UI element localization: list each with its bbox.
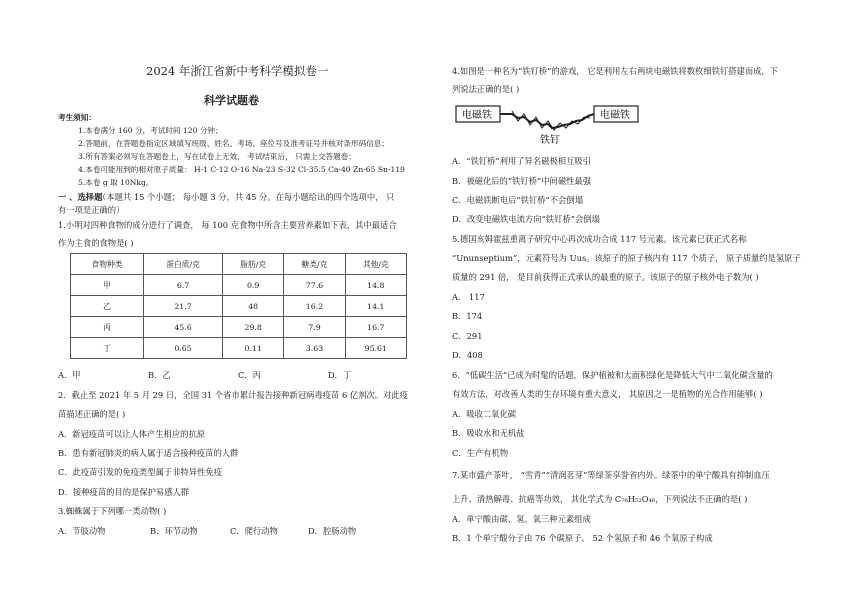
nail-label: 铁钉 (540, 135, 560, 146)
notice-item: 1.本卷满分 160 分，考试时间 120 分钟； (78, 126, 223, 135)
table-cell: 0.11 (223, 338, 284, 359)
table-cell: 7.9 (284, 317, 345, 338)
table-cell: 3.63 (284, 338, 345, 359)
question-1-stem: 作为主食的食物是( ) (58, 238, 134, 248)
table-header: 其他/克 (345, 254, 406, 275)
table-cell: 丙 (71, 317, 144, 338)
question-3-option: A．节肢动物 (58, 526, 106, 536)
question-3-option: D．腔肠动物 (308, 526, 357, 536)
table-row (71, 296, 407, 317)
question-3-option: B．环节动物 (150, 526, 198, 536)
right-electromagnet-label: 电磁铁 (600, 110, 630, 121)
question-7-option: B．1 个单宁酸分子由 76 个碳原子、 52 个氢原子和 46 个氧原子构成 (452, 533, 713, 543)
question-6-stem: 有效方法，对改善人类的生存环境有重大意义， 其原因之一是植物的光合作用能够( ) (452, 389, 763, 399)
nail-chain (500, 114, 594, 128)
question-6-option: C．生产有机物 (452, 448, 509, 458)
question-6-stem: 6．“低碳生活”已成为时髦的话题，保护植被和大面积绿化是降低大气中二氧化碳含量的 (452, 370, 773, 380)
table-cell: 21.7 (144, 296, 223, 317)
question-2-option: A．新冠疫苗可以让人体产生相应的抗原 (58, 429, 206, 439)
question-2-option: B．患有新冠肺炎的病人属于适合接种疫苗的人群 (58, 448, 239, 458)
question-3-stem: 3.蜘蛛属于下列哪一类动物( ) (58, 506, 167, 516)
question-2-option: D．接种疫苗的目的是保护易感人群 (58, 487, 190, 497)
notice-item: 5.本卷 g 取 10Nkg。 (78, 178, 154, 187)
table-header: 糖类/克 (284, 254, 345, 275)
question-5-option: D．408 (452, 350, 483, 360)
question-7-stem: 上升、清热解毒、抗癌等功效， 其化学式为 C₇₆H₅₂O₄₆，下列说法不正确的是( ) (452, 494, 748, 504)
exam-subtitle: 科学试题卷 (204, 94, 259, 107)
table-cell: 6.7 (144, 275, 223, 296)
table-header: 蛋白质/克 (144, 254, 223, 275)
question-1-option: D．丁 (328, 370, 352, 380)
question-5-stem: 质量的 291 倍， 是目前获得正式承认的最重的原子。该原子的原子核外电子数为( ) (452, 272, 759, 282)
question-4-option: B．被磁化后的“铁钉桥”中间磁性最强 (452, 176, 592, 186)
question-2-option: C．此疫苗引发的免疫类型属于非特异性免疫 (58, 467, 222, 477)
table-cell: 16.7 (345, 317, 406, 338)
table-cell: 45.6 (144, 317, 223, 338)
question-1-stem: 1.小明对四种食物的成分进行了调查， 每 100 克食物中所含主要营养素如下表，其中最适合 (58, 220, 397, 230)
question-4-option: A．“铁钉桥”利用了异名磁极相互吸引 (452, 156, 591, 166)
question-3-option: C．爬行动物 (230, 526, 278, 536)
table-cell: 14.8 (345, 275, 406, 296)
table-cell: 0.9 (223, 275, 284, 296)
table-cell: 甲 (71, 275, 144, 296)
question-2-stem: 2．截止至 2021 年 5 月 29 日，全国 31 个省市累计报告接种新冠病毒疫苗 6 亿剂次。对此疫 (58, 390, 408, 400)
table-header-row (71, 254, 407, 275)
question-5-stem: “Ununseptium”，元素符号为 Uus。该原子的原子核内有 117 个质子， 原子质量约是氢原子 (452, 253, 801, 263)
question-4-stem: 列说法正确的是( ) (452, 84, 520, 94)
table-cell: 丁 (71, 338, 144, 359)
question-5-option: C．291 (452, 331, 483, 341)
table-cell: 乙 (71, 296, 144, 317)
table-cell: 77.6 (284, 275, 345, 296)
question-5-option: A． 117 (452, 292, 485, 302)
question-4-stem: 4.如图是一种名为“铁钉桥”的游戏， 它是利用左右两块电磁铁将数枚细铁钉搭建而成，下 (452, 66, 779, 76)
question-7-stem: 7.某市盛产茶叶， “雪青”“清润茗芽”等绿茶享誉省内外。绿茶中的单宁酸具有抑制血压 (452, 470, 770, 480)
table-cell: 95.61 (345, 338, 406, 359)
notice-header: 考生须知： (58, 113, 96, 122)
notice-item: 2.答题前，在答题卷指定区域填写班级、姓名、考场、座位号及准考证号并核对条形码信息； (78, 139, 389, 148)
left-electromagnet-label: 电磁铁 (462, 110, 492, 121)
question-5-option: B．174 (452, 311, 483, 321)
question-5-stem: 5.德国亥姆霍兹重离子研究中心再次成功合成 117 号元素。该元素已获正式名称 (452, 234, 747, 244)
exam-title: 2024 年浙江省新中考科学模拟卷一 (146, 64, 329, 78)
table-row (71, 317, 407, 338)
section-desc: （本题共 15 个小题； 每小题 3 分，共 45 分。在每小题给出的四个选项中， 只 (98, 192, 395, 202)
table-cell: 48 (223, 296, 284, 317)
table-row (71, 338, 407, 359)
notice-item: 3.所有答案必须写在答题卷上，写在试卷上无效， 考试结束后， 只需上交答题卷； (78, 152, 356, 161)
question-1-option: A．甲 (58, 370, 81, 380)
table-cell: 29.8 (223, 317, 284, 338)
question-2-stem: 苗描述正确的是( ) (58, 409, 126, 419)
nutrient-table (70, 253, 407, 359)
section-desc: 有一项是正确的） (58, 205, 125, 215)
question-7-option: A．单宁酸由碳、氢、氧三种元素组成 (452, 514, 591, 524)
table-cell: 16.2 (284, 296, 345, 317)
table-header: 食物种类 (71, 254, 144, 275)
question-4-option: C．电磁铁断电后“铁钉桥”不会倒塌 (452, 195, 583, 205)
question-6-option: B．吸收水和无机盐 (452, 428, 525, 438)
table-cell: 0.65 (144, 338, 223, 359)
table-cell: 14.1 (345, 296, 406, 317)
question-1-option: C．丙 (238, 370, 261, 380)
question-4-option: D．改变电磁铁电流方向“铁钉桥”会倒塌 (452, 214, 600, 224)
table-header: 脂肪/克 (223, 254, 284, 275)
table-row (71, 275, 407, 296)
nail-bridge-figure (452, 100, 672, 146)
section-title: 一 、选择题 (58, 192, 103, 202)
notice-item: 4.本卷可能用到的相对原子质量： H-1 C-12 O-16 Na-23 S-32 Cl-35.5 Ca-40 Zn-65 Sn-119 (78, 165, 406, 174)
question-1-option: B．乙 (148, 370, 171, 380)
question-6-option: A．吸收二氧化碳 (452, 409, 517, 419)
